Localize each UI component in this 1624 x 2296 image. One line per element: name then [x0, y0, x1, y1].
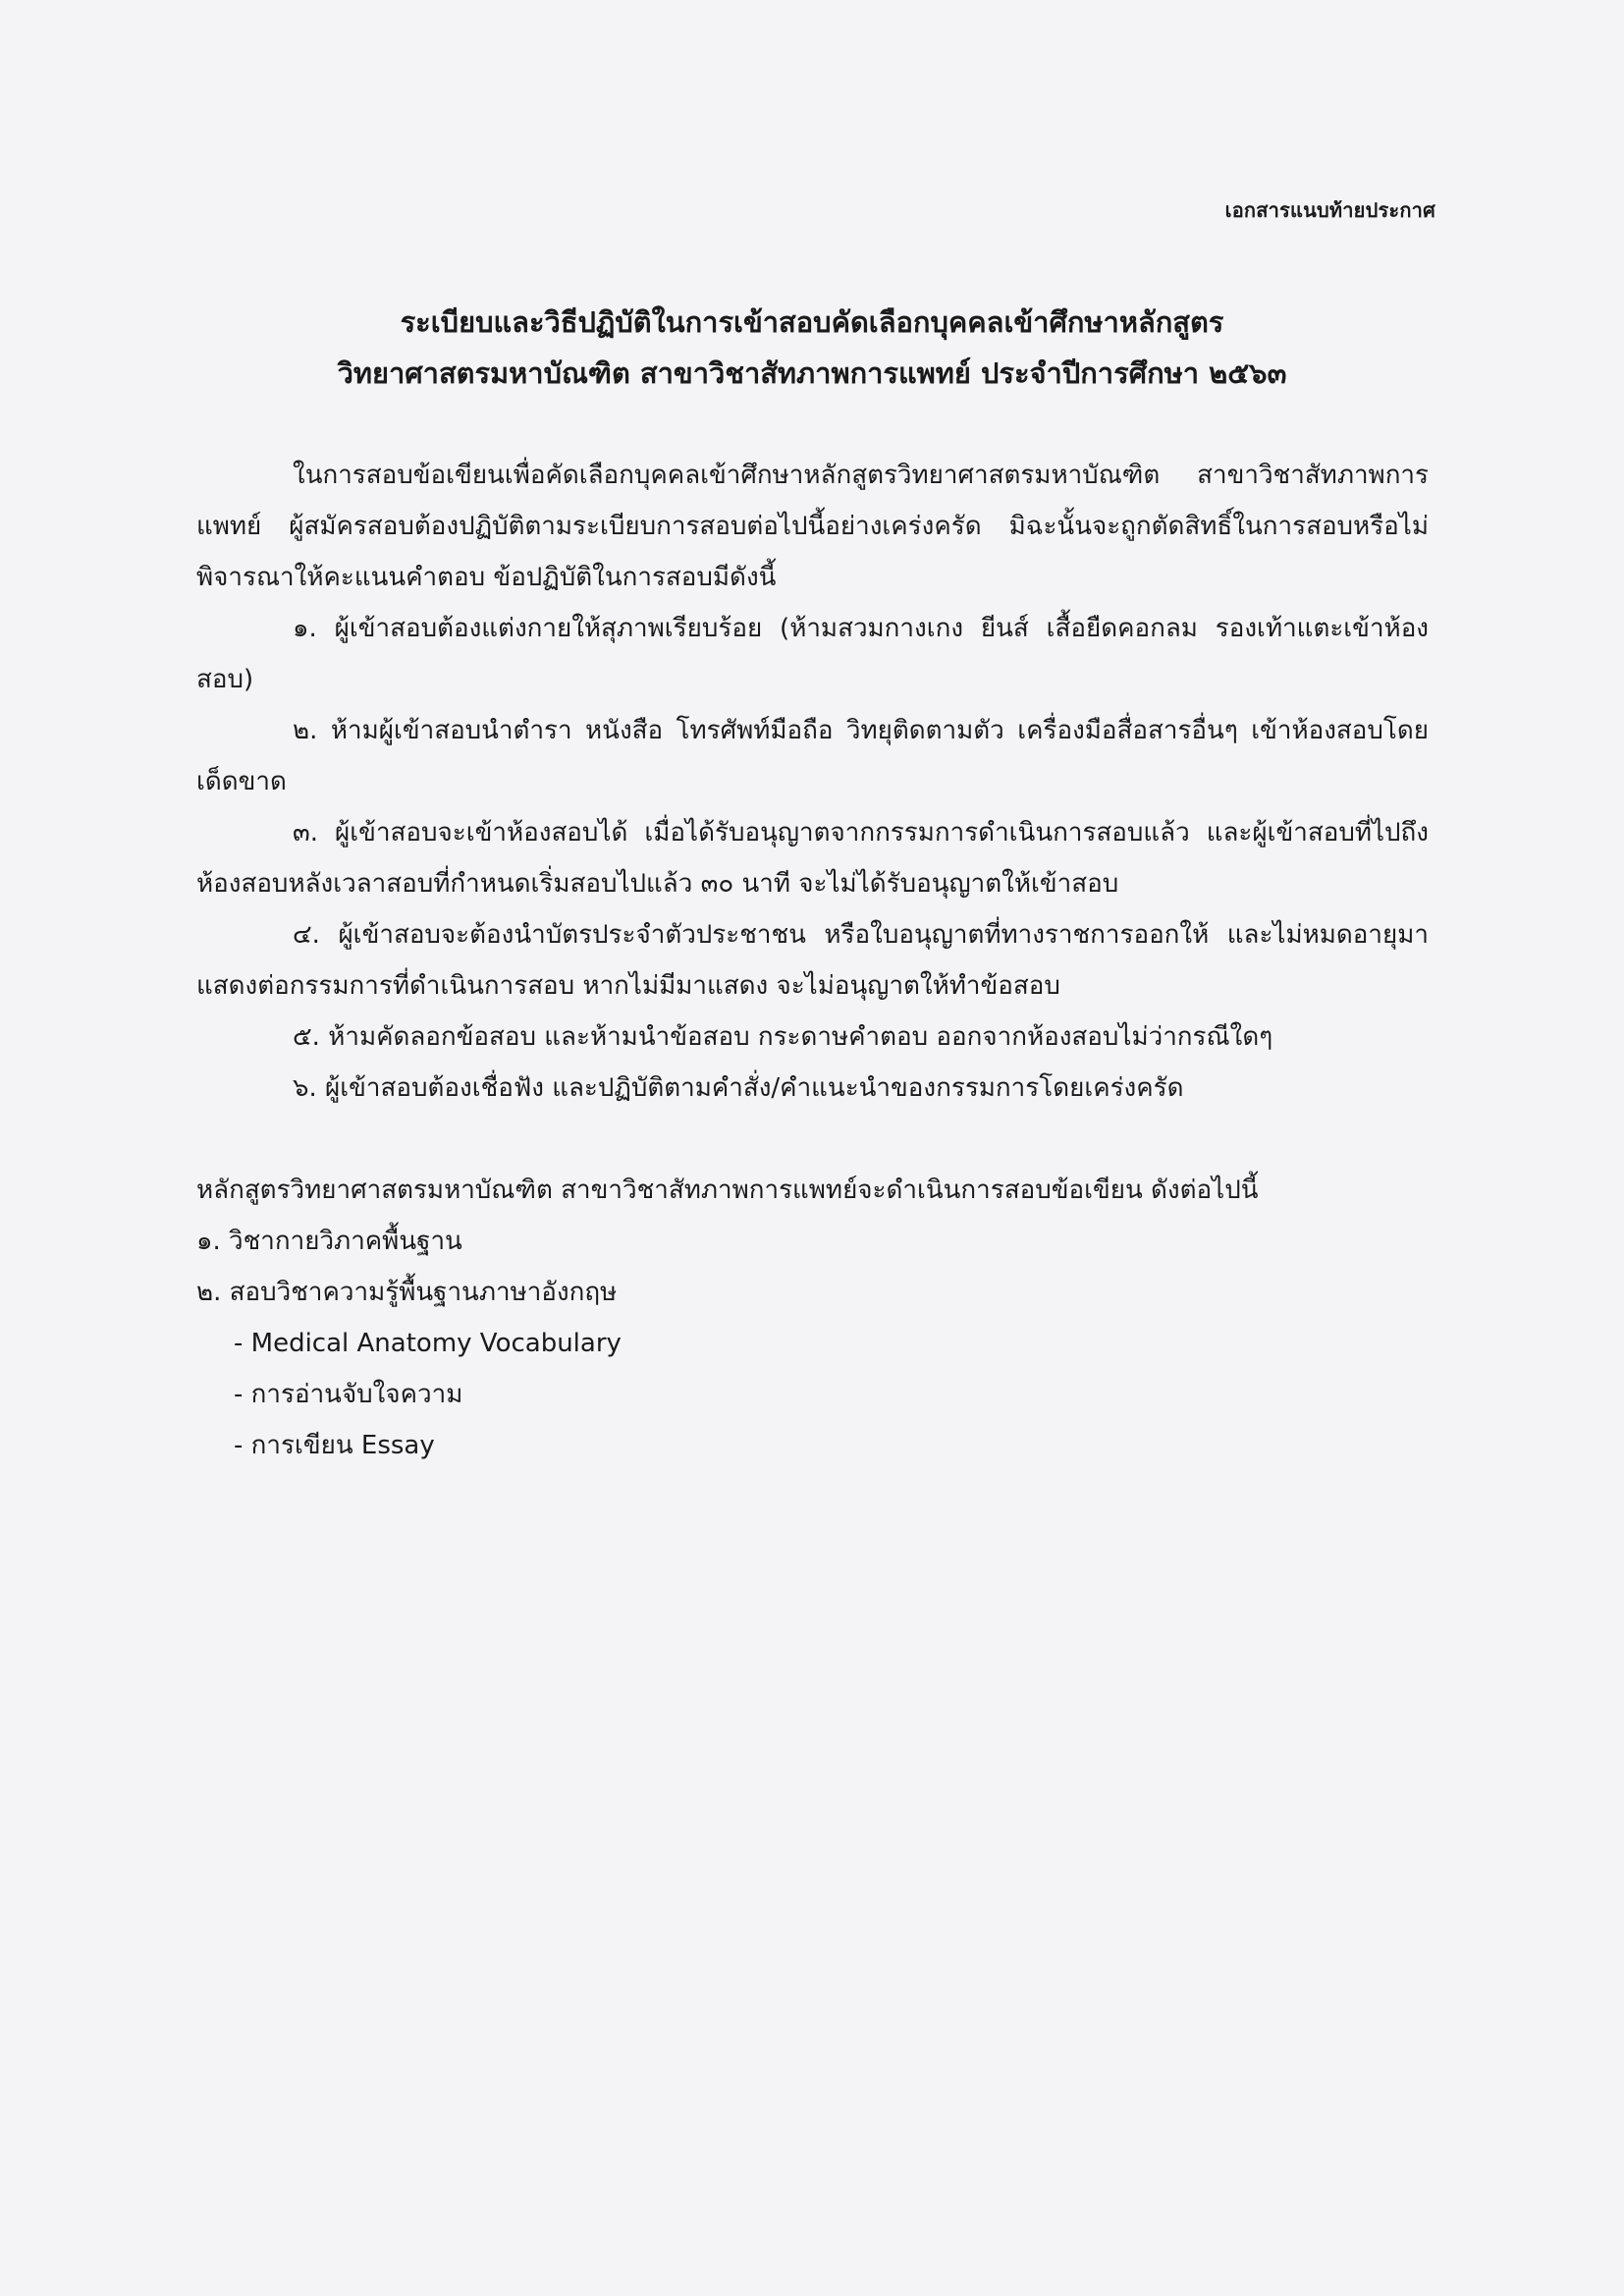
exam-intro: หลักสูตรวิทยาศาสตรมหาบัณฑิต สาขาวิชาสัทภาพการแพทย์จะดำเนินการสอบข้อเขียน ดังต่อไปนี้: [196, 1175, 1259, 1205]
rule-item-2: ๒. ห้ามผู้เข้าสอบนำตำรา หนังสือ โทรศัพท์มือถือ วิทยุติดตามตัว เครื่องมือสื่อสารอื่นๆ เข้าห้องสอบโดยเด็ดขาด: [196, 716, 1429, 796]
english-sub-item-2: - การอ่านจับใจความ: [234, 1380, 463, 1409]
english-sub-item-3: - การเขียน Essay: [234, 1431, 435, 1460]
rule-item-5: ๕. ห้ามคัดลอกข้อสอบ และห้ามนำข้อสอบ กระดาษคำตอบ ออกจากห้องสอบไม่ว่ากรณีใดๆ: [293, 1022, 1273, 1052]
rule-item-4: ๔. ผู้เข้าสอบจะต้องนำบัตรประจำตัวประชาชน หรือใบอนุญาตที่ทางราชการออกให้ และไม่หมดอายุมาแสดงต่อกรรมการที่ดำเนินการสอบ หากไม่มีมาแสดง จะไม่อนุญาตให้ทำข้อสอบ: [196, 920, 1429, 1001]
title-line-2: วิทยาศาสตรมหาบัณฑิต สาขาวิชาสัทภาพการแพทย์ ประจำปีการศึกษา ๒๕๖๓: [337, 356, 1287, 390]
english-sub-item-1: - Medical Anatomy Vocabulary: [234, 1329, 622, 1358]
section-spacer: [196, 1114, 1429, 1165]
subject-item-1: ๑. วิชากายวิภาคพื้นฐาน: [196, 1227, 462, 1256]
rule-item-3: ๓. ผู้เข้าสอบจะเข้าห้องสอบได้ เมื่อได้รับอนุญาตจากกรรมการดำเนินการสอบแล้ว และผู้เข้าสอบที่ไปถึงห้องสอบหลังเวลาสอบที่กำหนดเริ่มสอบไปแล้ว ๓๐ นาที จะไม่ได้รับอนุญาตให้เข้าสอบ: [196, 818, 1429, 899]
subject-item-2: ๒. สอบวิชาความรู้พื้นฐานภาษาอังกฤษ: [196, 1278, 618, 1307]
document-title: [0, 297, 1624, 399]
document-body: [196, 450, 1429, 1471]
intro-paragraph: ในการสอบข้อเขียนเพื่อคัดเลือกบุคคลเข้าศึกษาหลักสูตรวิทยาศาสตรมหาบัณฑิต สาขาวิชาสัทภาพการแพทย์ ผู้สมัครสอบต้องปฏิบัติตามระเบียบการสอบต่อไปนี้อย่างเคร่งครัด มิฉะนั้นจะถูกตัดสิทธิ์ในการสอบหรือไม่พิจารณาให้คะแนนคำตอบ ข้อปฏิบัติในการสอบมีดังนี้: [196, 461, 1429, 592]
rule-item-1: ๑. ผู้เข้าสอบต้องแต่งกายให้สุภาพเรียบร้อย (ห้ามสวมกางเกง ยีนส์ เสื้อยืดคอกลม รองเท้าแตะเข้าห้องสอบ): [196, 614, 1429, 694]
rule-item-6: ๖. ผู้เข้าสอบต้องเชื่อฟัง และปฏิบัติตามคำสั่ง/คำแนะนำของกรรมการโดยเคร่งครัด: [293, 1073, 1184, 1103]
attachment-note: เอกสารแนบท้ายประกาศ: [1224, 198, 1435, 222]
title-line-1: ระเบียบและวิธีปฏิบัติในการเข้าสอบคัดเลือกบุคคลเข้าศึกษาหลักสูตร: [400, 305, 1224, 339]
